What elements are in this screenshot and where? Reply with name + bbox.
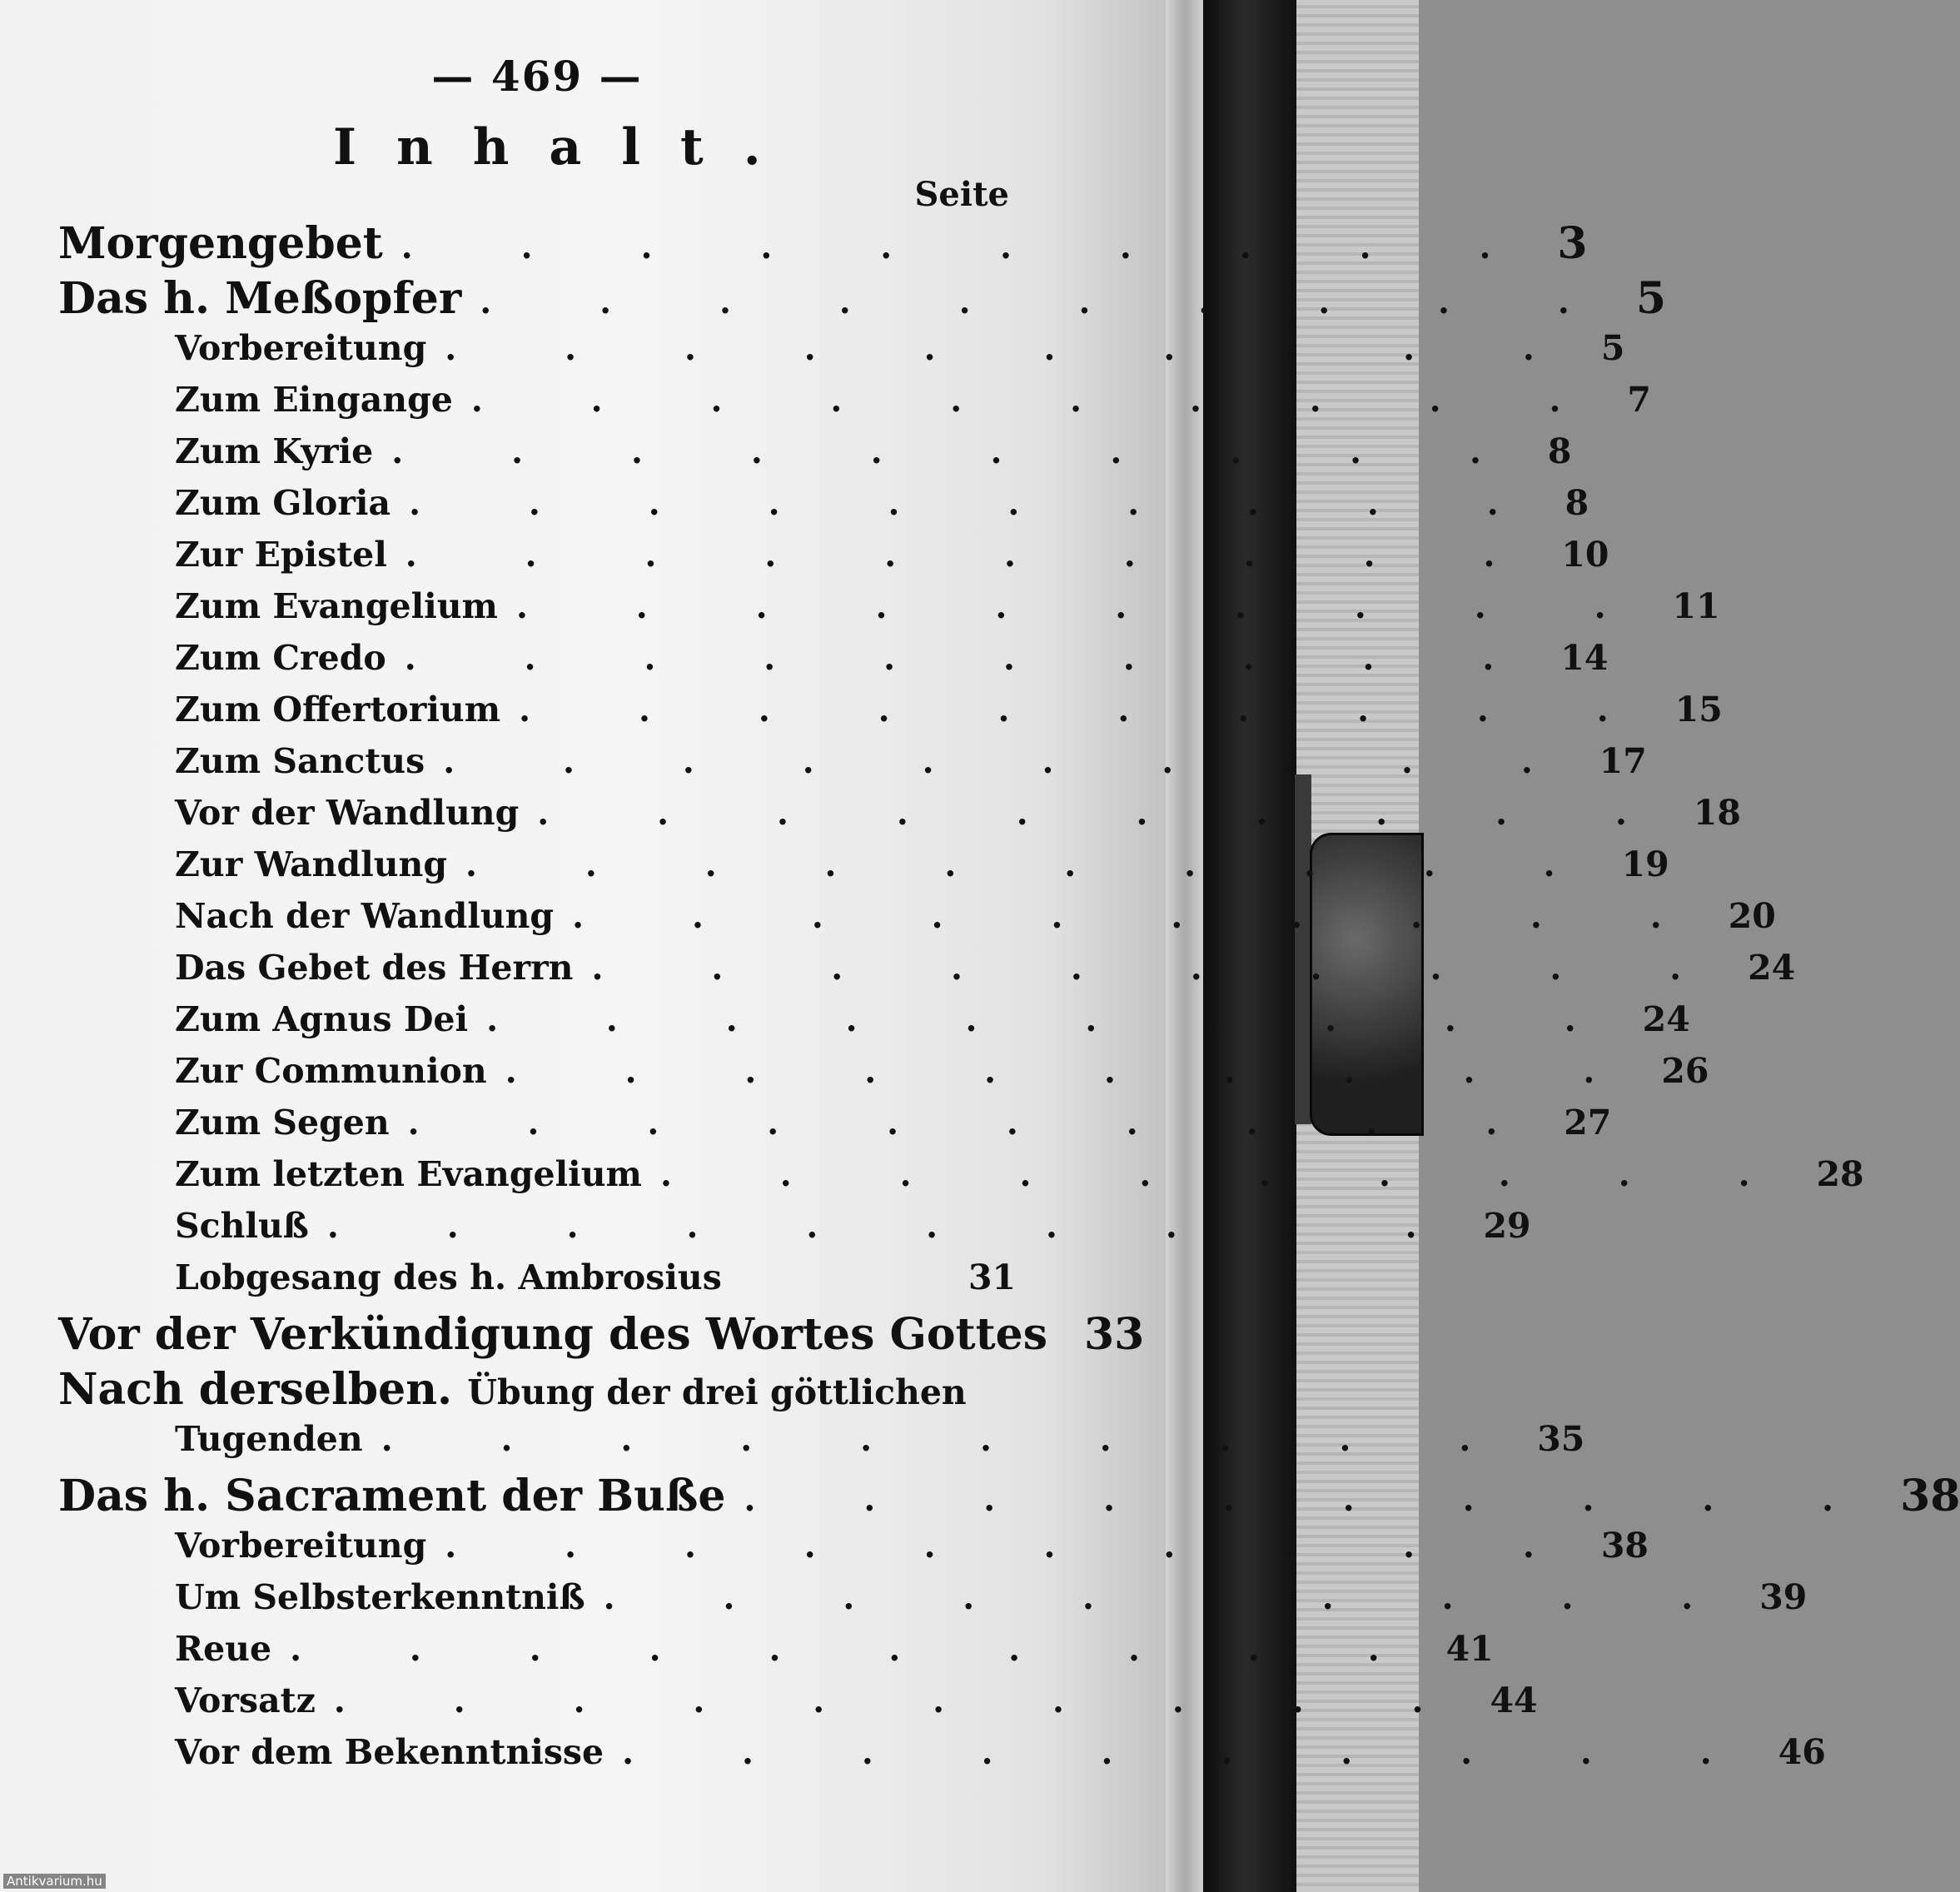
toc-entry-page: 11: [1672, 586, 1720, 626]
dot-leader: . . . . . . . . . .: [519, 690, 1657, 729]
toc-entry: [0, 1629, 1494, 1680]
toc-entry-page: 8: [1547, 431, 1572, 471]
page-title: Inhalt.: [333, 118, 801, 177]
toc-entry-title: Vor dem Bekenntnisse: [175, 1732, 604, 1772]
toc-entry-title: Zur Wandlung: [175, 844, 447, 884]
toc-entry-title: Vorsatz: [175, 1680, 316, 1720]
toc-entry: [0, 1419, 1585, 1471]
toc-entry-title: Zum Eingange: [175, 380, 453, 420]
toc-entry: [0, 1680, 1538, 1732]
toc-entry: [0, 483, 1589, 535]
dot-leader: . . . . . . . . . .: [290, 1630, 1428, 1669]
dot-leader: . . . . . . . . . .: [405, 535, 1544, 575]
toc-entry-title: Vor der Verkündigung des Wortes Gottes: [58, 1309, 1047, 1360]
toc-entry-title: Zur Epistel: [175, 535, 387, 575]
dot-leader: . . . . . . . . . .: [400, 227, 1540, 266]
toc-entry-page: 19: [1621, 844, 1669, 884]
toc-entry-title: Zum letzten Evangelium: [175, 1154, 642, 1194]
toc-entry-title: Zum Evangelium: [175, 586, 498, 626]
toc-entry: [0, 1206, 1531, 1257]
dot-leader: . . . . . . . . . .: [443, 742, 1581, 781]
dot-leader: . . . . . . . . . .: [409, 484, 1547, 523]
dot-leader: . . . . . . . . . .: [391, 432, 1530, 471]
toc-entry: [0, 1051, 1709, 1103]
toc-entry-page: 29: [1483, 1206, 1531, 1246]
toc-entry-title: Zur Communion: [175, 1051, 487, 1091]
toc-entry: [0, 1309, 1145, 1364]
toc-entry: [0, 328, 1625, 380]
toc-entry-page: 46: [1778, 1732, 1826, 1772]
dot-leader: . . . . . . . . . .: [381, 1420, 1520, 1459]
toc-entry: [0, 431, 1572, 483]
toc-entry-title: Das h. Sacrament der Buße: [58, 1471, 726, 1521]
toc-entry: [0, 741, 1647, 793]
dot-leader: . . . . . . . . . .: [445, 329, 1583, 368]
toc-entry-page: 26: [1661, 1051, 1709, 1091]
toc-entry-page: 17: [1599, 741, 1647, 781]
toc-entry-page: 38: [1600, 1526, 1649, 1566]
dot-leader: . . . . . . . . . .: [603, 1578, 1742, 1617]
toc-entry-title: Vorbereitung: [175, 1526, 427, 1566]
toc-entry-page: 44: [1490, 1680, 1538, 1720]
toc-entry-title: Das h. Meßopfer: [58, 273, 462, 324]
dot-leader: . . . . . . . . . .: [537, 794, 1675, 833]
toc-entry-title: Das Gebet des Herrn: [175, 948, 574, 988]
toc-entry-page: 35: [1537, 1419, 1585, 1459]
toc-entry-page: 24: [1642, 999, 1690, 1039]
page-number: — 469 —: [431, 52, 643, 101]
toc-entry-title: Zum Sanctus: [175, 741, 425, 781]
toc-entry: [0, 1732, 1826, 1784]
toc-entry-title: Lobgesang des h. Ambrosius: [175, 1257, 722, 1297]
dot-leader: . . . . . . . . . .: [407, 1103, 1546, 1143]
toc-entry: [0, 1103, 1612, 1154]
dot-leader: . . . . . . . . . .: [326, 1207, 1465, 1246]
toc-entry-page: 28: [1816, 1154, 1864, 1194]
toc-entry-title: Morgengebet: [58, 218, 383, 269]
toc-entry-page: 33: [1083, 1309, 1145, 1360]
dot-leader: . . . . . . . . . .: [515, 587, 1654, 626]
toc-entry: [0, 380, 1651, 431]
dot-leader: . . . . . . . . . .: [445, 1526, 1583, 1566]
toc-entry: [0, 948, 1796, 999]
toc-entry: [0, 1577, 1808, 1629]
toc-entry-page: 8: [1565, 483, 1589, 523]
toc-entry-title: Zum Offertorium: [175, 690, 501, 729]
toc-entry-title: Zum Credo: [175, 638, 386, 678]
toc-entry-page: 38: [1900, 1471, 1960, 1521]
dot-leader: . . . . . . . . . .: [404, 639, 1543, 678]
toc-entry-page: 24: [1748, 948, 1796, 988]
dot-leader: . . . . . . . . . .: [572, 897, 1710, 936]
toc-entry-page: 10: [1561, 535, 1609, 575]
toc-entry: [0, 844, 1669, 896]
toc-entry: [0, 896, 1776, 948]
toc-entry-title: Zum Kyrie: [175, 431, 374, 471]
dot-leader: . . . . . . . . . .: [622, 1733, 1760, 1772]
toc-entry-page: 41: [1445, 1629, 1494, 1669]
toc-entry-page: 20: [1728, 896, 1776, 936]
toc-entry: [0, 535, 1609, 586]
toc-entry: [0, 1471, 1960, 1526]
toc-entry-title: Tugenden: [175, 1419, 363, 1459]
toc-entry: [0, 218, 1588, 273]
toc-entry-page: 15: [1674, 690, 1723, 729]
watermark: Antikvarium.hu: [3, 1874, 106, 1889]
table-of-contents: [0, 218, 1960, 1784]
toc-entry-title: Zum Gloria: [175, 483, 391, 523]
dot-leader: . . . . . . . . . .: [505, 1052, 1644, 1091]
dot-leader: . . . . . . . . . .: [659, 1155, 1798, 1194]
toc-entry: [0, 793, 1741, 844]
toc-entry-page: 14: [1560, 638, 1609, 678]
toc-entry-title: Zum Agnus Dei: [175, 999, 469, 1039]
dot-leader: . . . . . . . . . .: [465, 845, 1604, 884]
dot-leader: . . . . . . . . . .: [591, 948, 1730, 988]
dot-leader: . . . . . . . . . .: [744, 1480, 1883, 1519]
toc-entry-page: 39: [1759, 1577, 1808, 1617]
toc-entry: [0, 690, 1723, 741]
toc-entry-page: 31: [968, 1257, 1016, 1297]
dot-leader: . . . . . . . . . .: [470, 381, 1609, 420]
toc-entry-page: 5: [1635, 273, 1667, 324]
toc-entry: [0, 586, 1720, 638]
page-column-label: Seite: [914, 175, 1009, 214]
dot-leader: . . . . . . . . . .: [480, 282, 1618, 321]
toc-entry: [0, 1257, 1016, 1309]
toc-entry-page: 27: [1564, 1103, 1612, 1143]
toc-entry-heading: Nach derselben.: [58, 1364, 453, 1415]
toc-entry-title: Reue: [175, 1629, 272, 1669]
toc-entry-title: Schluß: [175, 1206, 309, 1246]
toc-entry-title: Um Selbsterkenntniß: [175, 1577, 585, 1617]
toc-entry-title: Vorbereitung: [175, 328, 427, 368]
toc-entry-title: [0, 1364, 967, 1415]
toc-entry-title: Zum Segen: [175, 1103, 390, 1143]
toc-entry-page: 18: [1693, 793, 1741, 833]
dot-leader: . . . . . . . . . .: [333, 1681, 1472, 1720]
toc-entry: [0, 273, 1667, 328]
toc-entry-title: Vor der Wandlung: [175, 793, 520, 833]
toc-entry: [0, 1526, 1649, 1577]
toc-entry: [0, 999, 1690, 1051]
toc-entry: [0, 1154, 1864, 1206]
toc-entry: [0, 638, 1609, 690]
toc-entry-subtitle: Übung der drei göttlichen: [467, 1372, 967, 1412]
toc-entry-page: 3: [1557, 218, 1588, 269]
dot-leader: . . . . . . . . . .: [486, 1000, 1624, 1039]
toc-entry: [0, 1364, 1016, 1419]
toc-entry-title: Nach der Wandlung: [175, 896, 555, 936]
toc-entry-page: 5: [1600, 328, 1625, 368]
toc-entry-page: 7: [1627, 380, 1651, 420]
